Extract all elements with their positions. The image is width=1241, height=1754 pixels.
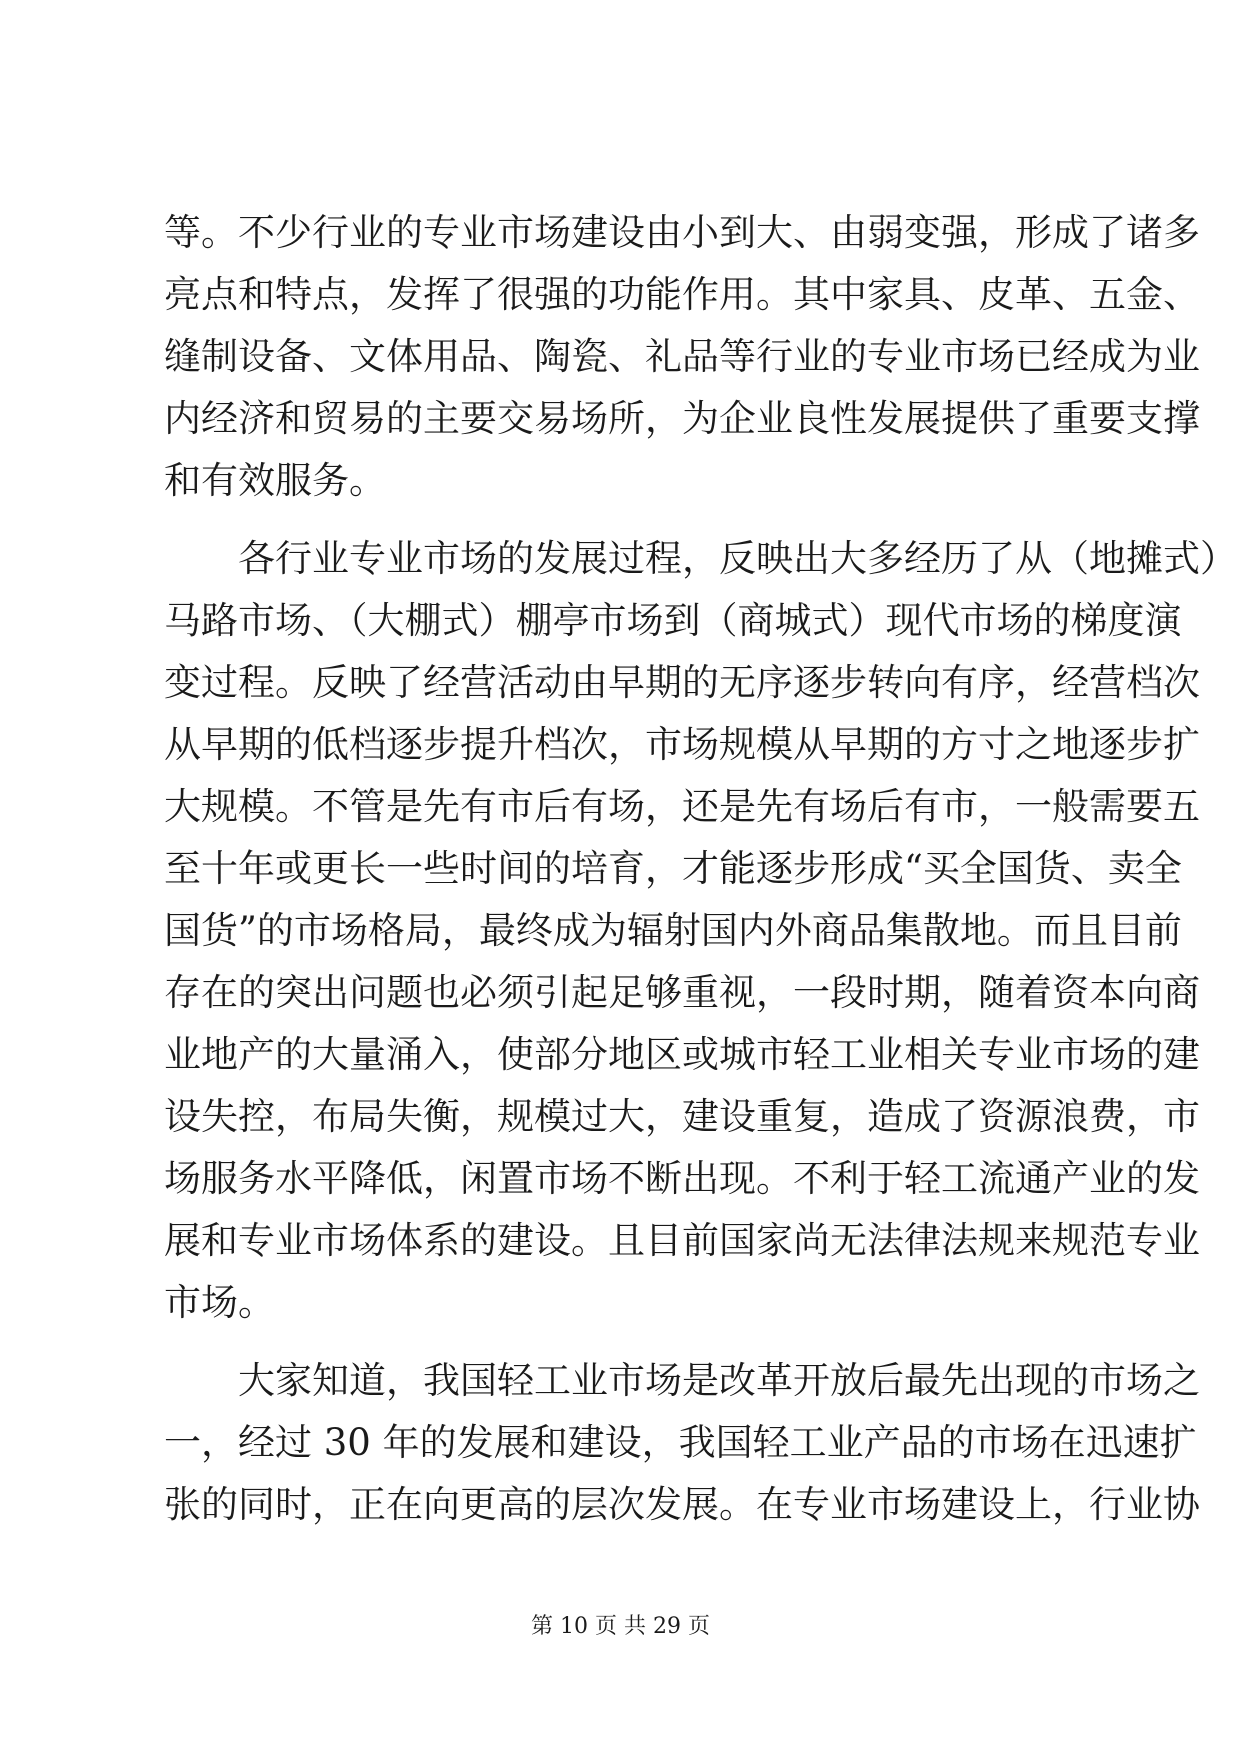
text-line: 变过程。反映了经营活动由早期的无序逐步转向有序，经营档次: [164, 661, 1200, 704]
text-line: 缝制设备、文体用品、陶瓷、礼品等行业的专业市场已经成为业: [164, 335, 1200, 378]
text-line: 内经济和贸易的主要交易场所，为企业良性发展提供了重要支撑: [164, 397, 1200, 440]
paragraph-gap: [164, 512, 1084, 528]
text-line: 亮点和特点，发挥了很强的功能作用。其中家具、皮革、五金、: [164, 273, 1200, 316]
text-line: 展和专业市场体系的建设。且目前国家尚无法律法规来规范专业: [164, 1219, 1200, 1262]
text-line: 场服务水平降低，闲置市场不断出现。不利于轻工流通产业的发: [164, 1157, 1200, 1200]
text-line: 存在的突出问题也必须引起足够重视，一段时期，随着资本向商: [164, 971, 1200, 1014]
text-line: 和有效服务。: [164, 459, 386, 502]
text-line: 国货”的市场格局，最终成为辐射国内外商品集散地。而且目前: [164, 909, 1182, 952]
text-line: 设失控，布局失衡，规模过大，建设重复，造成了资源浪费，市: [164, 1095, 1200, 1138]
text-line: 至十年或更长一些时间的培育，才能逐步形成“买全国货、卖全: [164, 847, 1182, 890]
text-line: 从早期的低档逐步提升档次，市场规模从早期的方寸之地逐步扩: [164, 723, 1200, 766]
text-line: 等。不少行业的专业市场建设由小到大、由弱变强，形成了诸多: [164, 211, 1200, 254]
text-line: 各行业专业市场的发展过程，反映出大多经历了从（地摊式）: [238, 537, 1237, 580]
text-line: 大家知道，我国轻工业市场是改革开放后最先出现的市场之: [238, 1359, 1200, 1402]
page-number-footer: 第 10 页 共 29 页: [531, 1614, 710, 1639]
text-line: 马路市场、（大棚式）棚亭市场到（商城式）现代市场的梯度演: [164, 599, 1182, 642]
body-text: [164, 202, 1237, 1536]
text-line: 张的同时，正在向更高的层次发展。在专业市场建设上，行业协: [164, 1483, 1200, 1526]
paragraph-3: [164, 1350, 1200, 1536]
text-line: 一，经过 30 年的发展和建设，我国轻工业产品的市场在迅速扩: [164, 1421, 1197, 1464]
text-line: 业地产的大量涌入，使部分地区或城市轻工业相关专业市场的建: [164, 1033, 1200, 1076]
text-line: 大规模。不管是先有市后有场，还是先有场后有市，一般需要五: [164, 785, 1200, 828]
paragraph-gap: [164, 1334, 1084, 1350]
paragraph-1: [164, 202, 1200, 512]
text-line: 市场。: [164, 1281, 275, 1324]
paragraph-2: [164, 528, 1237, 1334]
